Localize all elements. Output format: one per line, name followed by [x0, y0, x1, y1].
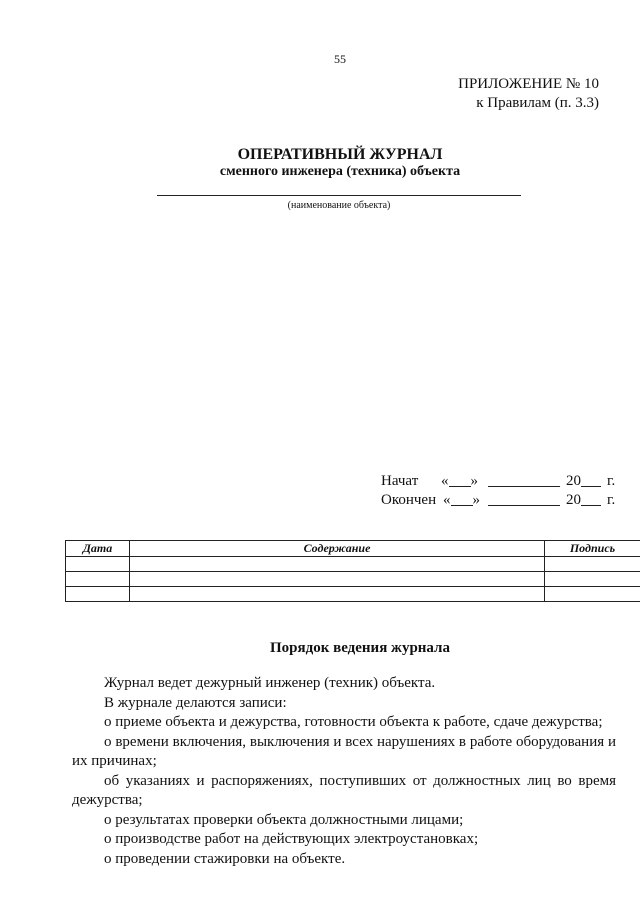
- signature-cell[interactable]: [545, 557, 640, 572]
- object-name-caption: (наименование объекта): [287, 200, 391, 211]
- started-year-field[interactable]: [581, 472, 601, 487]
- date-cell[interactable]: [66, 557, 130, 572]
- appendix-line-1: ПРИЛОЖЕНИЕ № 10: [458, 76, 599, 92]
- content-cell[interactable]: [130, 557, 545, 572]
- paragraph: В журнале делаются записи:: [104, 694, 287, 711]
- signature-cell[interactable]: [545, 572, 640, 587]
- year-suffix: г.: [607, 492, 616, 508]
- day-quote-open: «: [443, 492, 451, 508]
- day-quote-close: »: [472, 492, 480, 508]
- started-month-field[interactable]: [488, 472, 560, 487]
- appendix-reference: [458, 75, 599, 113]
- ended-label: Окончен: [381, 492, 437, 508]
- day-quote-close: »: [470, 473, 478, 489]
- ended-day-field[interactable]: [451, 491, 473, 506]
- page-number: 55: [334, 52, 346, 66]
- paragraph: о приеме объекта и дежурства, готовности объекта к работе, сдаче дежурства;: [104, 714, 603, 730]
- column-header-content: Содержание: [130, 541, 545, 557]
- instructions-body: [72, 674, 616, 869]
- content-cell[interactable]: [130, 587, 545, 602]
- day-quote-open: «: [441, 473, 449, 489]
- date-cell[interactable]: [66, 587, 130, 602]
- paragraph: о времени включения, выключения и всех нарушениях в работе оборудования и их причинах;: [72, 733, 616, 769]
- ended-row: [381, 491, 615, 510]
- table-row: [66, 572, 640, 587]
- ended-year-field[interactable]: [581, 491, 601, 506]
- document-title: ОПЕРАТИВНЫЙ ЖУРНАЛ: [237, 146, 443, 163]
- document-subtitle: сменного инженера (техника) объекта: [219, 164, 461, 179]
- year-prefix: 20: [566, 473, 581, 489]
- column-header-signature: Подпись: [545, 541, 640, 557]
- paragraph: о проведении стажировки на объекте.: [104, 850, 346, 867]
- table-row: [66, 587, 640, 602]
- paragraph: об указаниях и распоряжениях, поступивших от должностных лиц во время дежурства;: [72, 772, 616, 808]
- started-day-field[interactable]: [449, 472, 471, 487]
- started-row: [381, 472, 615, 491]
- table-header-row: [66, 541, 640, 557]
- journal-log-table: [65, 540, 640, 602]
- object-name-line: [157, 195, 521, 196]
- section-title: Порядок ведения журнала: [270, 640, 450, 656]
- date-cell[interactable]: [66, 572, 130, 587]
- signature-cell[interactable]: [545, 587, 640, 602]
- paragraph: о результатах проверки объекта должностными лицами;: [104, 811, 464, 828]
- content-cell[interactable]: [130, 572, 545, 587]
- ended-month-field[interactable]: [488, 491, 560, 506]
- appendix-line-2: к Правилам (п. 3.3): [476, 95, 599, 111]
- table-row: [66, 557, 640, 572]
- paragraph: о производстве работ на действующих электроустановках;: [104, 831, 479, 847]
- year-prefix: 20: [566, 492, 581, 508]
- column-header-date: Дата: [66, 541, 130, 557]
- year-suffix: г.: [607, 473, 616, 489]
- paragraph: Журнал ведет дежурный инженер (техник) объекта.: [104, 675, 436, 691]
- started-label: Начат: [381, 473, 419, 489]
- journal-dates: [381, 472, 615, 510]
